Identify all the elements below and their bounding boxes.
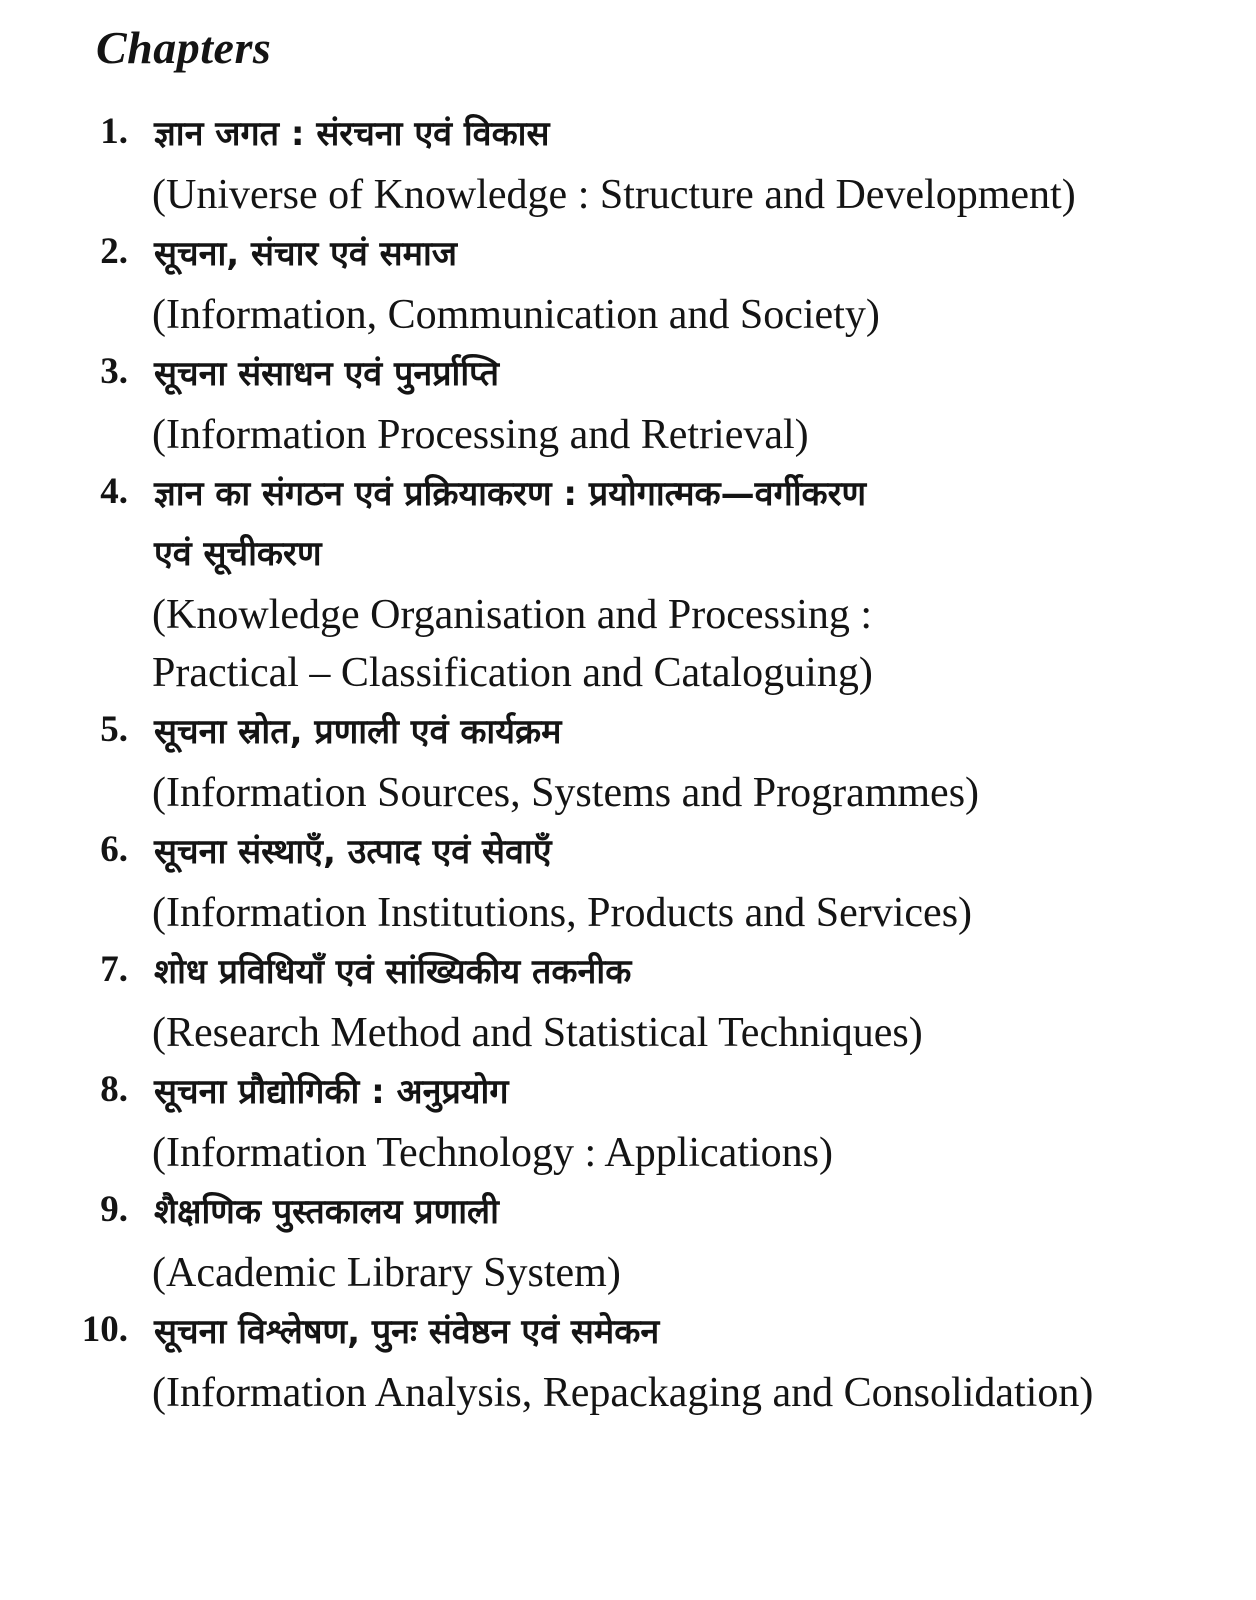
chapter-title-hindi [154, 104, 1054, 164]
chapter-title-english [152, 884, 1242, 942]
chapter-title-hindi [154, 464, 1054, 584]
chapter-title-english-line: (Knowledge Organisation and Processing : [152, 592, 873, 638]
chapter-title-english [152, 1124, 1242, 1182]
chapter-title-english [152, 1244, 1242, 1302]
chapter-title-hindi-line: शैक्षणिक पुस्तकालय प्रणाली [154, 1192, 499, 1232]
chapter-title-english [152, 586, 1242, 702]
chapter-title-english-line: (Universe of Knowledge : Structure and Development) [152, 172, 1076, 218]
chapter-title-hindi-line: सूचना प्रौद्योगिकी : अनुप्रयोग [154, 1072, 509, 1112]
chapter-title-hindi-line: सूचना विश्लेषण, पुनः संवेष्ठन एवं समेकन [154, 1312, 660, 1352]
chapter-title-english-line: (Information Technology : Applications) [152, 1130, 833, 1176]
chapter-title-english [152, 406, 1242, 464]
chapter-title-hindi [154, 1302, 1054, 1362]
chapter-number: 4. [100, 471, 128, 512]
chapter-number: 8. [100, 1069, 128, 1110]
chapter-number: 10. [81, 1309, 128, 1350]
chapter-title-hindi [154, 702, 1054, 762]
chapter-title-hindi-line: सूचना स्रोत, प्रणाली एवं कार्यक्रम [154, 712, 562, 752]
chapter-title-english [152, 286, 1242, 344]
chapter-title-english-line: (Information, Communication and Society) [152, 292, 880, 338]
chapter-title-hindi-line: शोध प्रविधियाँ एवं सांख्यिकीय तकनीक [154, 952, 632, 992]
chapter-title-hindi [154, 1182, 1054, 1242]
chapter-title-hindi-line: सूचना संसाधन एवं पुनर्प्राप्ति [154, 354, 500, 394]
chapter-number: 9. [100, 1189, 128, 1230]
chapter-number: 3. [100, 351, 128, 392]
chapter-title-english-line: Practical – Classification and Cataloguing) [152, 650, 873, 696]
chapter-title-english-line: (Information Analysis, Repackaging and Consolidation) [152, 1370, 1094, 1416]
chapter-number: 7. [100, 949, 128, 990]
chapter-title-english-line: (Information Processing and Retrieval) [152, 412, 809, 458]
chapter-title-hindi [154, 822, 1054, 882]
chapter-title-hindi [154, 224, 1054, 284]
chapter-title-english [152, 1004, 1242, 1062]
chapter-title-english [152, 1364, 1242, 1422]
chapter-title-english [152, 764, 1242, 822]
chapter-title-english-line: (Information Institutions, Products and Services) [152, 890, 973, 936]
chapter-title-english [152, 166, 1242, 224]
chapter-title-hindi-line: सूचना संस्थाएँ, उत्पाद एवं सेवाएँ [154, 832, 552, 872]
chapter-title-hindi [154, 942, 1054, 1002]
chapter-title-hindi [154, 344, 1054, 404]
chapter-number: 1. [100, 111, 128, 152]
chapter-number: 5. [100, 709, 128, 750]
chapter-number: 2. [100, 231, 128, 272]
chapter-number: 6. [100, 829, 128, 870]
chapter-title-english-line: (Research Method and Statistical Techniques) [152, 1010, 923, 1056]
chapter-title-hindi-line: ज्ञान जगत : संरचना एवं विकास [154, 114, 550, 154]
chapter-title-hindi-line: एवं सूचीकरण [154, 534, 322, 574]
chapter-title-hindi [154, 1062, 1054, 1122]
chapter-title-english-line: (Information Sources, Systems and Programmes) [152, 770, 980, 816]
chapter-title-hindi-line: ज्ञान का संगठन एवं प्रक्रियाकरण : प्रयोगात्मक—वर्गीकरण [154, 474, 867, 514]
chapter-title-hindi-line: सूचना, संचार एवं समाज [154, 234, 458, 274]
chapter-title-english-line: (Academic Library System) [152, 1250, 621, 1296]
page-title: Chapters [96, 22, 272, 73]
